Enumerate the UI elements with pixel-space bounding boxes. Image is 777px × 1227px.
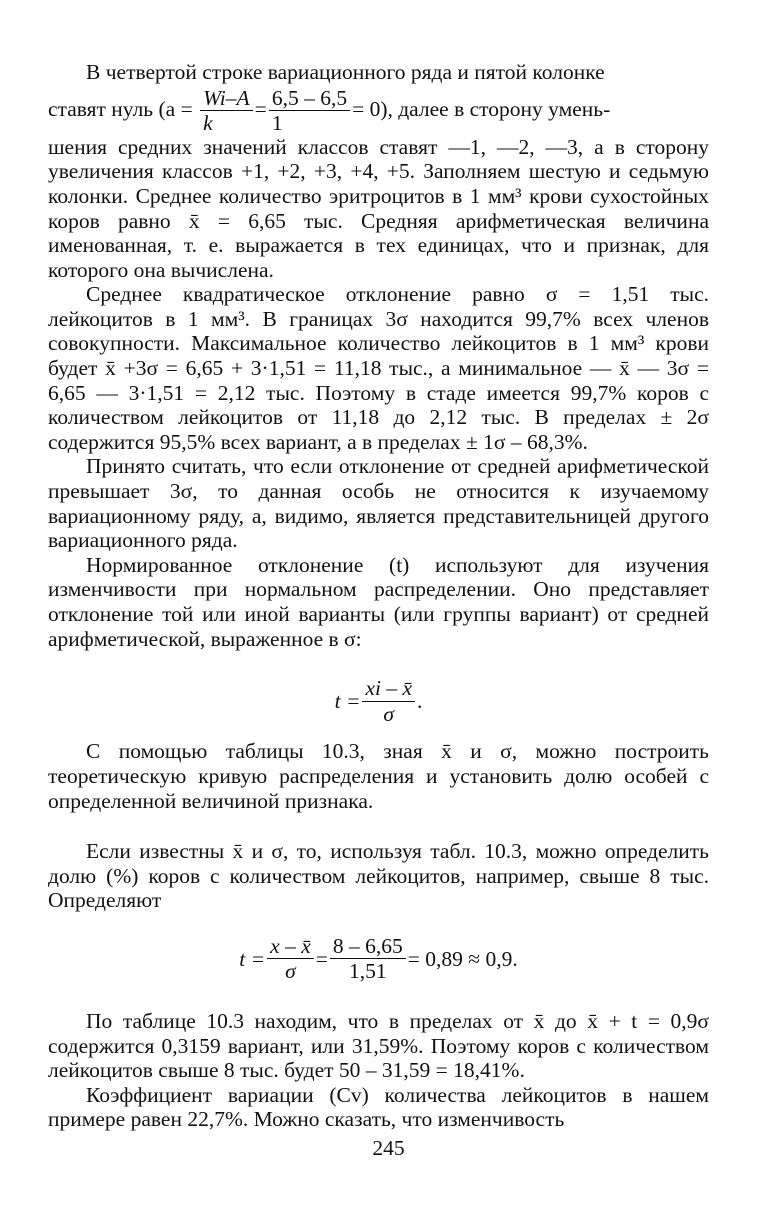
frac-numerator: xi – x̄	[362, 677, 415, 702]
text: Если известны x̄ и σ, то, используя табл. 10.3, можно определить долю (%) коров с количеством лейкоцитов, например, свыше 8 тыс. Определяют	[48, 839, 709, 913]
fraction-t	[362, 677, 415, 725]
equals: =	[315, 946, 328, 971]
text: С помощью таблицы 10.3, зная x̄ и σ, можно построить теоретическую кривую распределения и установить долю особей с определенной величиной признака.	[48, 739, 709, 813]
paragraph-4	[48, 553, 709, 651]
text: = 0), далее в сторону умень-	[352, 96, 611, 121]
frac-numerator: x – x̄	[267, 935, 314, 960]
text: В четвертой строке вариационного ряда и пятой колонке	[86, 60, 605, 84]
frac-denominator: 1	[271, 111, 283, 136]
page-number: 245	[372, 1136, 405, 1160]
paragraph-2	[48, 282, 709, 454]
paragraph-5	[48, 739, 709, 813]
paragraph-1-formula-line	[48, 87, 709, 135]
frac-numerator: 8 – 6,65	[330, 935, 406, 960]
text: Коэффициент вариации (Cv) количества лейкоцитов в нашем примере равен 22,7%. Можно сказать, что изменчивость	[48, 1082, 709, 1132]
formula-end: .	[417, 688, 423, 713]
frac-denominator: σ	[383, 701, 395, 726]
text: ставят нуль (a =	[48, 96, 199, 121]
frac-denominator: 1,51	[349, 959, 387, 984]
paragraph-3	[48, 454, 709, 552]
fraction-1	[267, 935, 314, 983]
text: Нормированное отклонение (t) используют для изучения изменчивости при нормальном распределении. Оно представляет отклонение той или иной варианты (или группы вариант) от средней арифметической, выраженное в σ:	[48, 552, 709, 651]
frac-denominator: σ	[285, 959, 296, 984]
formula-lhs: t =	[239, 946, 266, 971]
fraction-a-2	[269, 87, 350, 135]
paragraph-8	[48, 1083, 709, 1132]
frac-numerator: Wi–A	[200, 87, 253, 112]
frac-numerator: 6,5 – 6,5	[269, 87, 350, 112]
text: По таблице 10.3 находим, что в пределах от x̄ до x̄ + t = 0,9σ содержится 0,3159 вариант, или 31,59%. Поэтому коров с количеством лейкоцитов свыше 8 тыс. будет 50 – 31,59 = 18,41%.	[48, 1009, 709, 1083]
text: Принято считать, что если отклонение от средней арифметической превышает 3σ, то данная особь не относится к изучаемому вариационному ряду, а, видимо, является представительницей другого вариационного ряда.	[48, 454, 709, 553]
formula-rhs: = 0,89 ≈ 0,9.	[407, 946, 518, 971]
formula-lhs: t =	[334, 688, 361, 713]
frac-denominator: k	[203, 111, 213, 136]
text: шения средних значений классов ставят —1, —2, —3, а в сторону увеличения классов +1, +2, +3, +4, +5. Заполняем шестую и седьмую колонки. Среднее количество эритроцитов в 1 мм³ крови сухостойных коров равно x̄ = 6,65 тыс. Средняя арифметическая величина именованная, т. е. выражается в тех единицах, что и признак, для которого она вычислена.	[48, 134, 709, 282]
equals: =	[254, 96, 267, 121]
formula-t-computation	[48, 935, 709, 983]
paragraph-6	[48, 839, 709, 913]
page-body	[48, 60, 709, 1132]
fraction-a-1	[200, 87, 253, 135]
fraction-2	[330, 935, 406, 983]
formula-t-definition	[48, 677, 709, 725]
paragraph-1-rest	[48, 135, 709, 283]
paragraph-7	[48, 1009, 709, 1083]
paragraph-1-line-1	[48, 60, 709, 85]
text: Среднее квадратическое отклонение равно σ = 1,51 тыс. лейкоцитов в 1 мм³. В границах 3σ находится 99,7% всех членов совокупности. Максимальное количество лейкоцитов в 1 мм³ крови будет x̄ +3σ = 6,65 + 3·1,51 = 11,18 тыс., а минимальное — x̄ — 3σ = 6,65 — 3·1,51 = 2,12 тыс. Поэтому в стаде имеется 99,7% коров с количеством лейкоцитов от 11,18 до 2,12 тыс. В пределах ± 2σ содержится 95,5% всех вариант, а в пределах ± 1σ – 68,3%.	[48, 282, 709, 454]
